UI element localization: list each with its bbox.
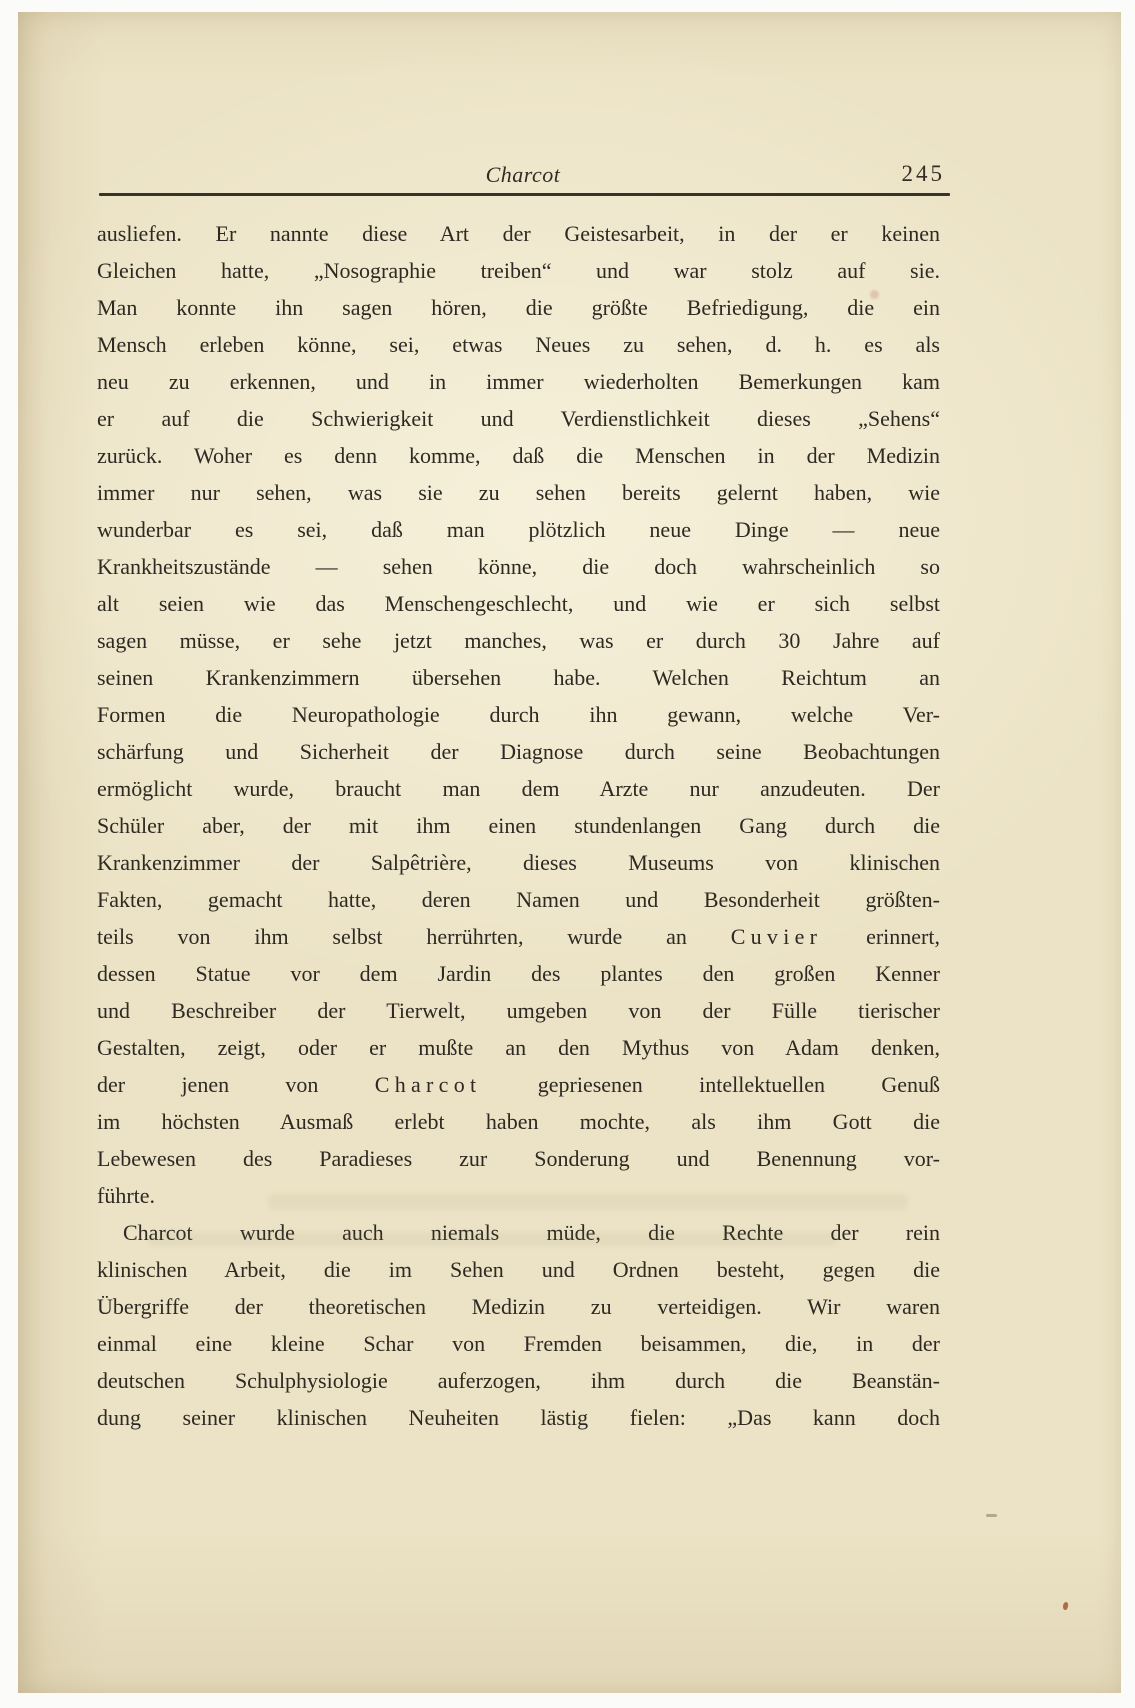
text-line: Charcot wurde auch niemals müde, die Rechte der rein: [123, 1220, 940, 1245]
text-line: alt seien wie das Menschengeschlecht, und wie er sich selbst: [97, 591, 940, 616]
text-line: im höchsten Ausmaß erlebt haben mochte, als ihm Gott die: [97, 1109, 940, 1134]
running-title: Charcot: [485, 162, 561, 187]
paper: [18, 12, 1121, 1693]
letterspaced-name: Charcot: [374, 1072, 482, 1097]
text-line: Gestalten, zeigt, oder er mußte an den Mythus von Adam denken,: [97, 1035, 940, 1060]
page-header: [97, 162, 949, 190]
letterspaced-name: Cuvier: [730, 924, 823, 949]
text-line: einmal eine kleine Schar von Fremden beisammen, die, in der: [97, 1331, 940, 1356]
text-line: teils von ihm selbst herrührten, wurde an Cuvier erinnert,: [97, 924, 940, 949]
text-line: dessen Statue vor dem Jardin des plantes den großen Kenner: [97, 961, 940, 986]
text-line: der jenen von Charcot gepriesenen intellektuellen Genuß: [97, 1072, 940, 1097]
page-number: 245: [901, 161, 945, 186]
text-line: Gleichen hatte, „Nosographie treiben“ und war stolz auf sie.: [97, 258, 940, 283]
text-line: zurück. Woher es denn komme, daß die Menschen in der Medizin: [97, 443, 940, 468]
text-line: Lebewesen des Paradieses zur Sonderung und Benennung vor-: [97, 1146, 940, 1171]
header-rule: [99, 193, 950, 196]
text-line: neu zu erkennen, und in immer wiederholten Bemerkungen kam: [97, 369, 940, 394]
text-line: seinen Krankenzimmern übersehen habe. Welchen Reichtum an: [97, 665, 940, 690]
text-line: klinischen Arbeit, die im Sehen und Ordnen besteht, gegen die: [97, 1257, 940, 1282]
paper-speck: [986, 1514, 997, 1517]
text-line: ermöglicht wurde, braucht man dem Arzte nur anzudeuten. Der: [97, 776, 940, 801]
text-line: dung seiner klinischen Neuheiten lästig fielen: „Das kann doch: [97, 1405, 940, 1430]
text-line: Übergriffe der theoretischen Medizin zu verteidigen. Wir waren: [97, 1294, 940, 1319]
text-line: Fakten, gemacht hatte, deren Namen und Besonderheit größten-: [97, 887, 940, 912]
text-line: immer nur sehen, was sie zu sehen bereits gelernt haben, wie: [97, 480, 940, 505]
text-line: sagen müsse, er sehe jetzt manches, was er durch 30 Jahre auf: [97, 628, 940, 653]
text-line: Mensch erleben könne, sei, etwas Neues zu sehen, d. h. es als: [97, 332, 940, 357]
text-line: Man konnte ihn sagen hören, die größte Befriedigung, die ein: [97, 295, 940, 320]
text-line: Krankheitszustände — sehen könne, die doch wahrscheinlich so: [97, 554, 940, 579]
show-through-artifact: [148, 1232, 838, 1246]
text-line: Schüler aber, der mit ihm einen stundenlangen Gang durch die: [97, 813, 940, 838]
text-line: deutschen Schulphysiologie auferzogen, ihm durch die Beanstän-: [97, 1368, 940, 1393]
show-through-artifact: [268, 1194, 908, 1210]
text-line: ausliefen. Er nannte diese Art der Geistesarbeit, in der er keinen: [97, 221, 940, 246]
text-line: führte.: [97, 1183, 156, 1208]
text-line: Formen die Neuropathologie durch ihn gewann, welche Ver-: [97, 702, 940, 727]
paper-speck: [1062, 1601, 1069, 1610]
text-line: er auf die Schwierigkeit und Verdienstlichkeit dieses „Sehens“: [97, 406, 940, 431]
text-line: Krankenzimmer der Salpêtrière, dieses Museums von klinischen: [97, 850, 940, 875]
text-line: wunderbar es sei, daß man plötzlich neue Dinge — neue: [97, 517, 940, 542]
text-line: schärfung und Sicherheit der Diagnose durch seine Beobachtungen: [97, 739, 940, 764]
paper-speck: [870, 290, 879, 299]
text-line: und Beschreiber der Tierwelt, umgeben von der Fülle tierischer: [97, 998, 940, 1023]
body-text: [97, 215, 940, 1436]
